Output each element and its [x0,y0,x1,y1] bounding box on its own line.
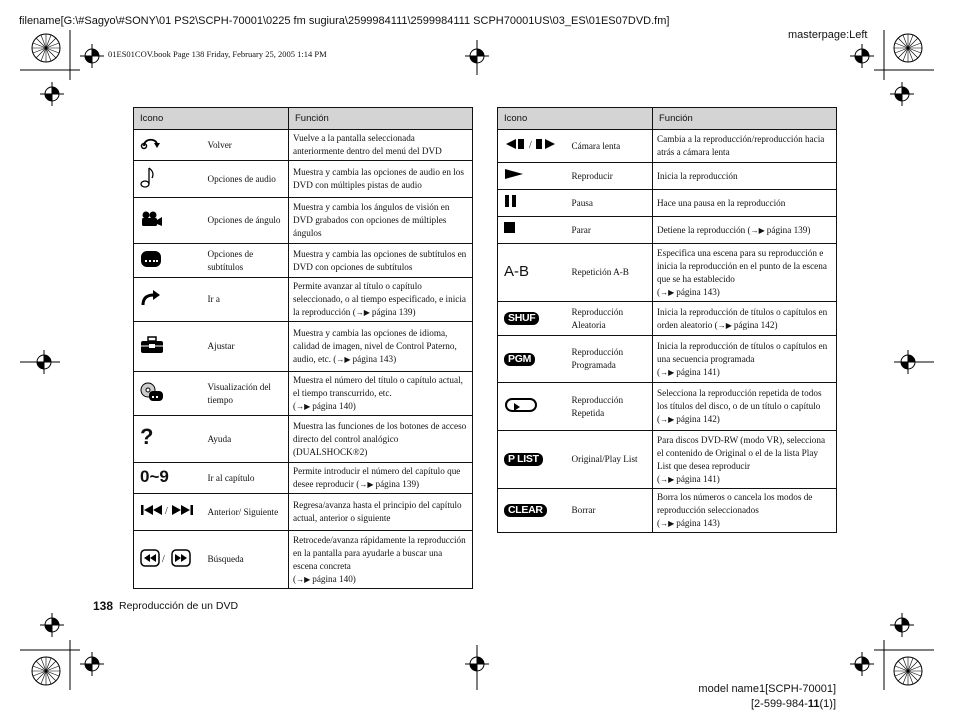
row-name: Original/Play List [568,431,653,489]
table-row [498,302,837,336]
table-row [134,494,473,531]
filename-header: filename[G:\#Sagyo\#SONY\01 PS2\SCPH-70001\0225 fm sugiura\2599984111\2599984111 SCPH70001US\03_ES\01ES07DVD.fm] [19,15,670,27]
table-row [134,416,473,463]
section-title: Reproducción de un DVD [119,600,239,612]
table-row [498,336,837,383]
toolbox-icon [140,336,164,354]
table-row [498,130,837,163]
row-name: Borrar [568,489,653,533]
model-line-2: [2-599-984-11(1)] [750,698,836,710]
row-desc: Hace una pausa en la reproducción [653,190,837,217]
svg-text:/: / [529,140,532,151]
audio-note-icon [140,166,156,188]
table-row [134,244,473,278]
row-name: Ajustar [204,322,289,372]
table-row [134,130,473,161]
col-header-function: Función [289,108,473,130]
row-name: Ir al capítulo [204,463,289,494]
page-number: 138 [93,599,114,613]
table-row [498,244,837,302]
book-info-line: 01ES01COV.book Page 138 Friday, February 25, 2005 1:14 PM [108,49,327,59]
prev-next-icon [140,503,196,517]
page-ref-arrow-icon: →▶ [750,225,767,235]
col-header-icon: Icono [134,108,289,130]
table-row [498,163,837,190]
row-name: Reproducir [568,163,653,190]
row-name: Opciones de ángulo [204,198,289,244]
row-name: Ayuda [204,416,289,463]
row-desc: Inicia la reproducción de títulos o capítulos en una secuencia programada (→▶ página 141) [653,336,837,383]
row-name: Reproducción Repetida [568,383,653,431]
page-ref-arrow-icon: →▶ [359,480,376,489]
row-desc: Detiene la reproducción (→▶ página 139) [653,217,837,244]
row-name: Repetición A-B [568,244,653,302]
row-desc: Muestra y cambia los ángulos de visión en DVD grabados con opciones de múltiples ángulos [289,198,473,244]
repeat-ab-icon: A-B [504,263,530,280]
left-icon-table [133,107,473,589]
row-name: Reproducción Programada [568,336,653,383]
row-desc: Borra los números o cancela los modos de reproducción seleccionados (→▶ página 143) [653,489,837,533]
camera-angle-icon [140,210,164,228]
page-ref-arrow-icon: →▶ [296,402,313,411]
table-row [498,431,837,489]
table-row [134,198,473,244]
number-entry-icon: 0~9 [140,467,169,486]
row-desc: Inicia la reproducción [653,163,837,190]
model-info [698,682,836,712]
row-name: Pausa [568,190,653,217]
table-row [134,463,473,494]
shuffle-icon: SHUF [504,312,539,325]
pause-icon [504,195,518,207]
goto-arrow-icon [140,289,162,307]
table-row [134,322,473,372]
row-desc: Vuelve a la pantalla seleccionada anteriormente dentro del menú del DVD [289,130,473,161]
col-header-function: Función [653,108,837,130]
row-name: Cámara lenta [568,130,653,163]
row-desc: Permite introducir el número del capítulo que desee reproducir (→▶ página 139) [289,463,473,494]
clear-icon: CLEAR [504,504,547,517]
play-icon [504,168,524,180]
table-row [498,217,837,244]
page-ref-arrow-icon: →▶ [355,308,372,317]
row-desc: Muestra el número del título o capítulo actual, el tiempo transcurrido, etc. (→▶ página 140) [289,372,473,416]
row-desc: Especifica una escena para su reproducción e inicia la reproducción en el punto de la escena que se ha establecido (→▶ página 143) [653,244,837,302]
row-desc: Para discos DVD-RW (modo VR), selecciona el contenido de Original o el de la lista Play List que desea reproducir (→▶ página 141) [653,431,837,489]
search-scan-icon [140,549,192,567]
row-desc: Selecciona la reproducción repetida de todos los títulos del disco, o de un título o capítulo (→▶ página 142) [653,383,837,431]
table-row [134,372,473,416]
row-desc: Muestra las funciones de los botones de acceso directo del control analógico (DUALSHOCK®2) [289,416,473,463]
svg-text:/: / [162,553,165,565]
row-name: Parar [568,217,653,244]
row-desc: Permite avanzar al título o capítulo seleccionado, o al tiempo especificado, e inicia la reproducción (→▶ página 139) [289,278,473,322]
row-name: Reproducción Aleatoria [568,302,653,336]
table-row [134,531,473,589]
row-name: Visualización del tiempo [204,372,289,416]
page-ref-arrow-icon: →▶ [660,474,677,484]
col-header-icon: Icono [498,108,653,130]
row-name: Opciones de audio [204,161,289,198]
return-icon [140,136,162,150]
svg-text:/: / [165,506,168,517]
model-line-1: model name1[SCPH-70001] [698,683,836,695]
repeat-icon [504,397,538,413]
page-ref-arrow-icon: →▶ [660,367,677,377]
row-desc: Muestra y cambia las opciones de idioma, calidad de imagen, nivel de Control Paterno, audio, etc. (→▶ página 143) [289,322,473,372]
stop-icon [504,222,516,234]
masterpage-label: masterpage:Left [788,29,868,41]
row-desc: Regresa/avanza hasta el principio del capítulo actual, anterior o siguiente [289,494,473,531]
table-row [134,278,473,322]
help-question-icon: ? [140,424,154,449]
table-row [134,161,473,198]
play-list-icon: P LIST [504,453,543,466]
row-name: Volver [204,130,289,161]
program-icon: PGM [504,353,535,366]
page-ref-arrow-icon: →▶ [296,574,313,584]
row-desc: Cambia a la reproducción/reproducción hacia atrás a cámara lenta [653,130,837,163]
page-ref-arrow-icon: →▶ [717,320,734,330]
slow-motion-icon [504,137,558,151]
row-desc: Muestra y cambia las opciones de audio en los DVD con múltiples pistas de audio [289,161,473,198]
right-icon-table [497,107,837,533]
table-row [498,190,837,217]
subtitle-icon [140,250,162,268]
row-desc: Inicia la reproducción de títulos o capítulos en orden aleatorio (→▶ página 142) [653,302,837,336]
page-ref-arrow-icon: →▶ [336,355,353,364]
row-name: Ir a [204,278,289,322]
page-ref-arrow-icon: →▶ [660,287,677,297]
row-name: Opciones de subtítulos [204,244,289,278]
display-info-icon [140,382,164,402]
page-ref-arrow-icon: →▶ [660,519,677,528]
table-row [498,383,837,431]
row-name: Anterior/ Siguiente [204,494,289,531]
row-desc: Muestra y cambia las opciones de subtítulos en DVD con opciones de subtítulos [289,244,473,278]
page-ref-arrow-icon: →▶ [660,415,677,424]
row-desc: Retrocede/avanza rápidamente la reproducción en la pantalla para ayudarle a buscar una escena concreta (→▶ página 140) [289,531,473,589]
table-row [498,489,837,533]
row-name: Búsqueda [204,531,289,589]
